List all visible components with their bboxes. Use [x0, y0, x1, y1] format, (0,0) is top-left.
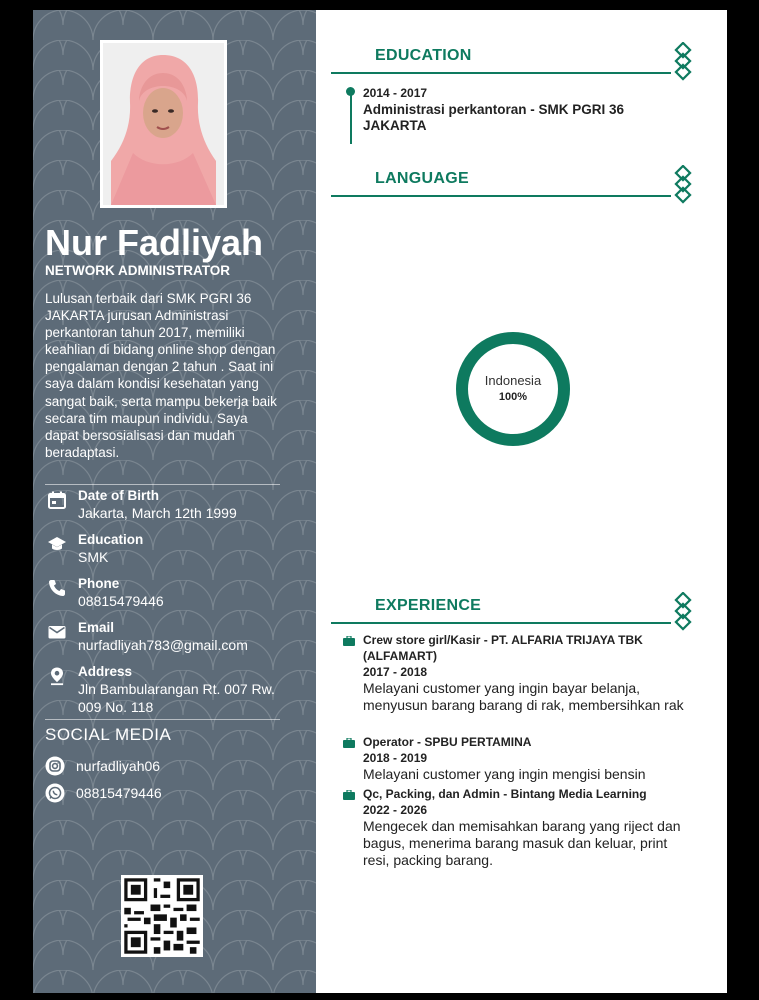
- job-title: Qc, Packing, dan Admin - Bintang Media Learning: [363, 787, 647, 801]
- full-name: Nur Fadliyah: [45, 222, 264, 263]
- sidebar: [33, 10, 316, 993]
- info-value: nurfadliyah783@gmail.com: [78, 637, 248, 653]
- education-detail: Administrasi perkantoran - SMK PGRI 36 JAKARTA: [363, 102, 625, 133]
- qr-code: [121, 875, 203, 957]
- section-title: LANGUAGE: [375, 170, 469, 187]
- map-pin-icon: [47, 666, 67, 686]
- info-value: Jakarta, March 12th 1999: [78, 505, 237, 521]
- calendar-icon: [47, 490, 67, 510]
- section-underline: [331, 72, 671, 74]
- experience-item: [343, 735, 703, 785]
- language-progress-ring: [455, 331, 571, 447]
- language-name: Indonesia: [484, 373, 542, 388]
- about-text: Lulusan terbaik dari SMK PGRI 36 JAKARTA jurusan Administrasi perkantoran tahun 2017, memiliki keahlian di bidang online shop dengan pengalaman dengan 2 tahun . Saat ini saya dalam kondisi kesehatan yang sangat baik, serta mampu bekerja baik secara tim maupun individu. Saya dapat bersosialisasi dan mudah beradaptasi.: [45, 291, 277, 460]
- phone-icon: [47, 578, 67, 598]
- info-label: Address: [78, 664, 133, 679]
- education-years: 2014 - 2017: [363, 86, 428, 100]
- divider: [45, 484, 280, 485]
- info-date-of-birth: [45, 488, 295, 528]
- job-description: Melayani customer yang ingin bayar belanja, menyusun barang barang di rak, membersihkan rak: [363, 680, 684, 713]
- job-title: NETWORK ADMINISTRATOR: [45, 263, 230, 278]
- info-label: Email: [78, 620, 115, 635]
- info-label: Phone: [78, 576, 120, 591]
- whatsapp-number: 08815479446: [76, 785, 162, 801]
- info-email: [45, 620, 295, 660]
- info-address: [45, 664, 295, 720]
- section-title: EXPERIENCE: [375, 597, 482, 614]
- timeline-line: [350, 94, 352, 144]
- info-phone: [45, 576, 295, 616]
- section-title: EDUCATION: [375, 47, 472, 64]
- info-value: 08815479446: [78, 593, 164, 609]
- job-description: Mengecek dan memisahkan barang yang riject dan bagus, menerima barang masuk dan keluar, print resi, packing barang.: [363, 818, 681, 868]
- instagram-icon: [45, 756, 65, 776]
- job-title: Operator - SPBU PERTAMINA: [363, 735, 532, 749]
- section-underline: [331, 622, 671, 624]
- briefcase-icon: [343, 738, 355, 748]
- divider: [45, 719, 280, 720]
- job-title: Crew store girl/Kasir - PT. ALFARIA TRIJAYA TBK (ALFAMART): [363, 633, 643, 663]
- job-description: Melayani customer yang ingin mengisi bensin: [363, 766, 646, 782]
- social-media-title: SOCIAL MEDIA: [45, 725, 172, 744]
- info-label: Date of Birth: [78, 488, 159, 503]
- briefcase-icon: [343, 790, 355, 800]
- info-label: Education: [78, 532, 144, 547]
- info-value: Jln Bambularangan Rt. 007 Rw. 009 No. 118: [78, 681, 275, 715]
- briefcase-icon: [343, 636, 355, 646]
- mail-icon: [47, 622, 67, 642]
- experience-item: [343, 787, 703, 877]
- experience-section-header: [331, 592, 696, 632]
- resume-page: [33, 10, 727, 993]
- diamond-ornament-icon: [668, 592, 696, 632]
- diamond-ornament-icon: [668, 42, 696, 82]
- whatsapp-icon: [45, 783, 65, 803]
- info-education: [45, 532, 295, 572]
- education-section-header: [331, 42, 696, 82]
- section-underline: [331, 195, 671, 197]
- job-years: 2018 - 2019: [363, 751, 428, 765]
- instagram-handle: nurfadliyah06: [76, 758, 161, 774]
- language-percent: 100%: [498, 391, 528, 403]
- language-progress-arc: [462, 338, 564, 440]
- job-years: 2017 - 2018: [363, 665, 428, 679]
- language-section-header: [331, 165, 696, 205]
- info-value: SMK: [78, 549, 109, 565]
- profile-photo: [100, 40, 227, 208]
- experience-item: [343, 633, 703, 733]
- graduation-cap-icon: [47, 534, 67, 554]
- job-years: 2022 - 2026: [363, 803, 428, 817]
- diamond-ornament-icon: [668, 165, 696, 205]
